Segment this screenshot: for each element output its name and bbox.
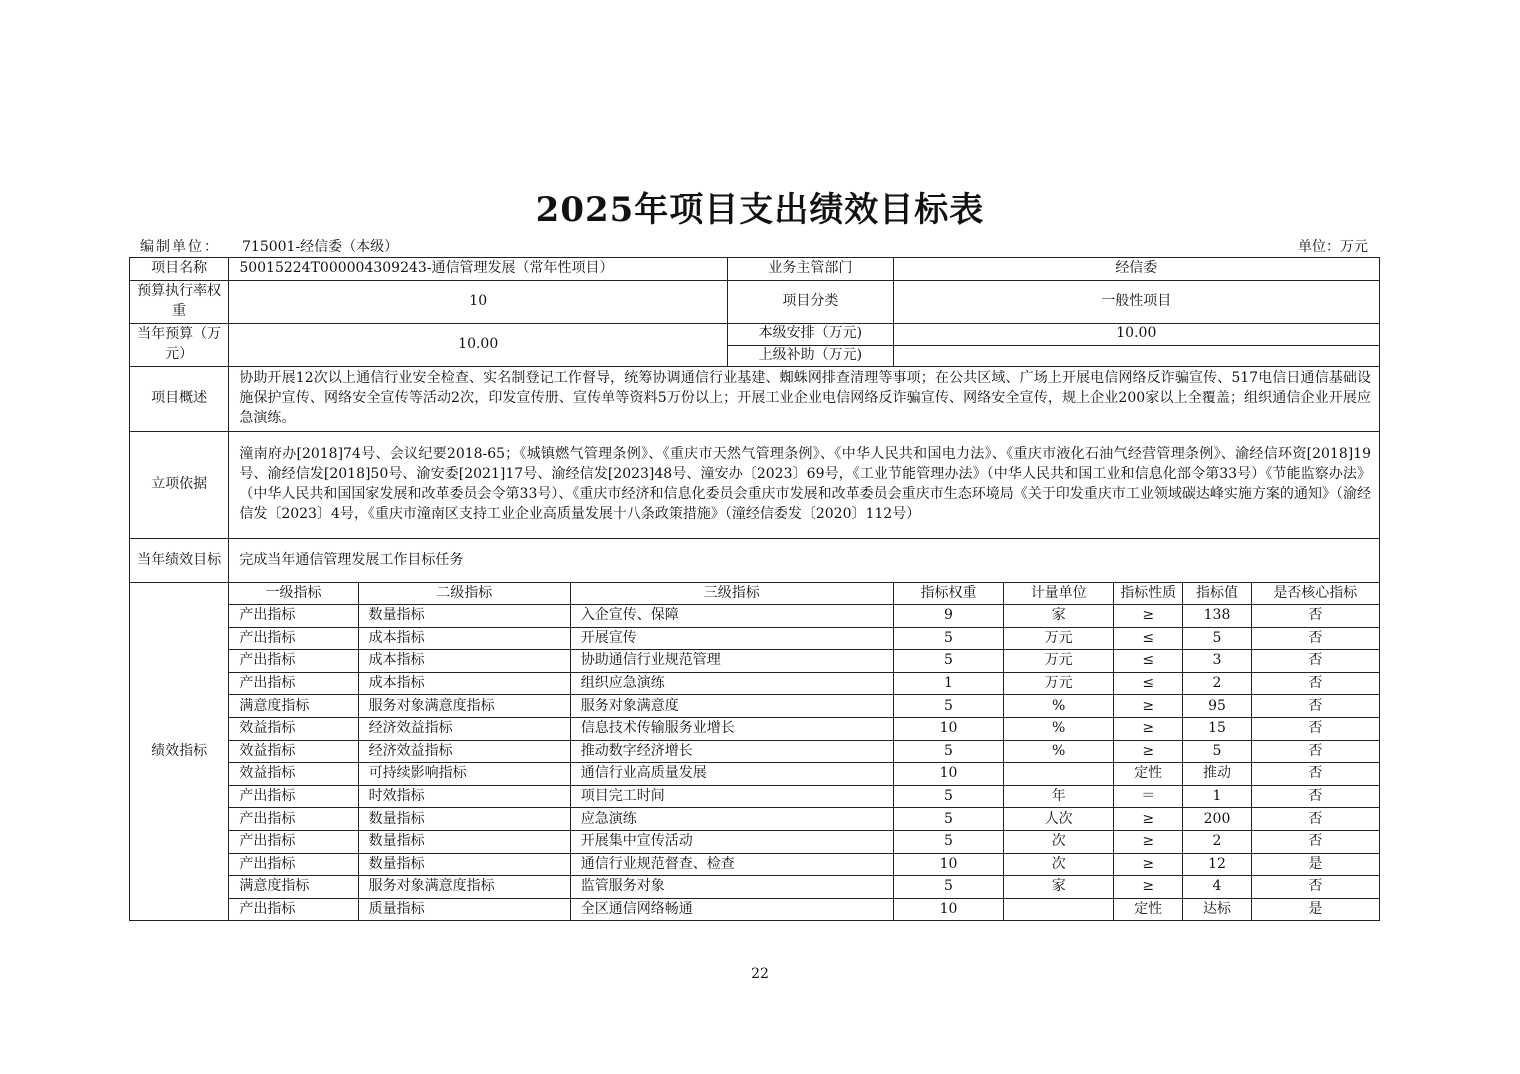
table-row bbox=[130, 876, 1380, 899]
table-row bbox=[130, 672, 1380, 695]
budget-value: 10.00 bbox=[229, 324, 728, 367]
indicator-value: 推动 bbox=[1183, 763, 1251, 786]
indicator-unit: 人次 bbox=[1004, 808, 1114, 831]
indicator-value: 2 bbox=[1183, 672, 1251, 695]
indicator-unit: % bbox=[1004, 740, 1114, 763]
indicator-level3: 开展集中宣传活动 bbox=[570, 830, 893, 853]
indicator-level3: 全区通信网络畅通 bbox=[570, 898, 893, 921]
indicator-level1: 产出指标 bbox=[229, 853, 358, 876]
category-value: 一般性项目 bbox=[893, 281, 1379, 324]
indicator-level1: 产出指标 bbox=[229, 605, 358, 628]
indicator-core: 否 bbox=[1251, 808, 1379, 831]
basis-text: 潼南府办[2018]74号、会议纪要2018-65；《城镇燃气管理条例》、《重庆市天然气管理条例》、《中华人民共和国电力法》、《重庆市液化石油气经营管理条例》、渝经信环资[2018]19号、渝经信发[2018]50号、渝安委[2021]17号、渝经信发[2023]48号、潼安办〔2023〕69号，《工业节能管理办法》（中华人民共和国工业和信息化部令第33号）《节能监察办法》（中华人民共和国国家发展和改革委员会令第33号）、《重庆市经济和信息化委员会重庆市发展和改革委员会重庆市生态环境局《关于印发重庆市工业领域碳达峰实施方案的通知》（渝经信发〔2023〕4号，《重庆市潼南区支持工业企业高质量发展十八条政策措施》（潼经信委发〔2020〕112号） bbox=[229, 432, 1380, 539]
indicator-unit: 万元 bbox=[1004, 627, 1114, 650]
project-name-label: 项目名称 bbox=[130, 258, 229, 281]
indicator-value: 15 bbox=[1183, 717, 1251, 740]
indicator-level3: 通信行业规范督查、检查 bbox=[570, 853, 893, 876]
table-row bbox=[130, 853, 1380, 876]
indicator-nature: ≤ bbox=[1114, 650, 1183, 673]
table-row bbox=[130, 830, 1380, 853]
indicator-weight: 10 bbox=[893, 717, 1004, 740]
indicator-value: 4 bbox=[1183, 876, 1251, 899]
indicator-level1: 产出指标 bbox=[229, 808, 358, 831]
indicator-level2: 服务对象满意度指标 bbox=[358, 695, 570, 718]
indicator-weight: 10 bbox=[893, 763, 1004, 786]
indicator-value: 3 bbox=[1183, 650, 1251, 673]
basis-label: 立项依据 bbox=[130, 432, 229, 539]
indicator-nature: ≥ bbox=[1114, 853, 1183, 876]
indicator-core: 否 bbox=[1251, 605, 1379, 628]
indicator-level1: 效益指标 bbox=[229, 717, 358, 740]
indicator-core: 否 bbox=[1251, 785, 1379, 808]
indicator-nature: 定性 bbox=[1114, 898, 1183, 921]
indicator-nature: ≥ bbox=[1114, 717, 1183, 740]
indicator-level1: 满意度指标 bbox=[229, 876, 358, 899]
table-row bbox=[130, 740, 1380, 763]
indicator-value: 200 bbox=[1183, 808, 1251, 831]
upper-subsidy-value bbox=[893, 345, 1379, 367]
header-value: 指标值 bbox=[1183, 583, 1251, 605]
table-row bbox=[130, 695, 1380, 718]
header-level3: 三级指标 bbox=[570, 583, 893, 605]
indicator-level2: 成本指标 bbox=[358, 672, 570, 695]
table-row bbox=[130, 627, 1380, 650]
table-row bbox=[130, 808, 1380, 831]
indicator-unit: 次 bbox=[1004, 830, 1114, 853]
indicator-value: 2 bbox=[1183, 830, 1251, 853]
indicator-level2: 数量指标 bbox=[358, 808, 570, 831]
compiling-unit-label: 编制单位： bbox=[140, 239, 220, 255]
header-unit: 计量单位 bbox=[1004, 583, 1114, 605]
local-arrangement-value: 10.00 bbox=[893, 324, 1379, 346]
indicator-level3: 服务对象满意度 bbox=[570, 695, 893, 718]
table-row bbox=[130, 785, 1380, 808]
indicator-level2: 服务对象满意度指标 bbox=[358, 876, 570, 899]
indicator-weight: 5 bbox=[893, 740, 1004, 763]
indicator-level3: 项目完工时间 bbox=[570, 785, 893, 808]
indicator-unit bbox=[1004, 898, 1114, 921]
overview-label: 项目概述 bbox=[130, 367, 229, 432]
indicator-nature: ≥ bbox=[1114, 808, 1183, 831]
indicator-weight: 5 bbox=[893, 627, 1004, 650]
indicator-core: 是 bbox=[1251, 853, 1379, 876]
indicator-core: 否 bbox=[1251, 650, 1379, 673]
category-label: 项目分类 bbox=[728, 281, 894, 324]
indicator-level1: 产出指标 bbox=[229, 672, 358, 695]
indicator-level2: 经济效益指标 bbox=[358, 717, 570, 740]
indicator-level3: 协助通信行业规范管理 bbox=[570, 650, 893, 673]
indicator-level3: 应急演练 bbox=[570, 808, 893, 831]
header-core: 是否核心指标 bbox=[1251, 583, 1379, 605]
dept-label: 业务主管部门 bbox=[728, 258, 894, 281]
indicator-level2: 成本指标 bbox=[358, 650, 570, 673]
table-row bbox=[130, 717, 1380, 740]
weight-value: 10 bbox=[229, 281, 728, 324]
indicator-value: 5 bbox=[1183, 627, 1251, 650]
local-arrangement-label: 本级安排（万元) bbox=[728, 324, 894, 346]
indicator-level3: 开展宣传 bbox=[570, 627, 893, 650]
header-nature: 指标性质 bbox=[1114, 583, 1183, 605]
indicator-level2: 可持续影响指标 bbox=[358, 763, 570, 786]
table-row bbox=[130, 763, 1380, 786]
header-level1: 一级指标 bbox=[229, 583, 358, 605]
indicator-core: 否 bbox=[1251, 627, 1379, 650]
indicator-level2: 数量指标 bbox=[358, 605, 570, 628]
indicator-core: 是 bbox=[1251, 898, 1379, 921]
page-number: 22 bbox=[751, 966, 769, 982]
indicator-weight: 10 bbox=[893, 898, 1004, 921]
overview-text: 协助开展12次以上通信行业安全检查、实名制登记工作督导，统筹协调通信行业基建、蜘蛛网排查清理等事项；在公共区域、广场上开展电信网络反诈骗宣传、517电信日通信基础设施保护宣传、网络安全宣传等活动2次，印发宣传册、宣传单等资料5万份以上；开展工业企业电信网络反诈骗宣传、网络安全宣传，规上企业200家以上全覆盖；组织通信企业开展应急演练。 bbox=[229, 367, 1380, 432]
project-name-value: 50015224T000004309243-通信管理发展（常年性项目） bbox=[229, 258, 728, 281]
header-weight: 指标权重 bbox=[893, 583, 1004, 605]
indicator-level2: 经济效益指标 bbox=[358, 740, 570, 763]
indicator-unit: % bbox=[1004, 717, 1114, 740]
indicator-unit: 年 bbox=[1004, 785, 1114, 808]
indicator-level1: 产出指标 bbox=[229, 785, 358, 808]
goal-text: 完成当年通信管理发展工作目标任务 bbox=[229, 539, 1380, 583]
table-row bbox=[130, 898, 1380, 921]
indicator-weight: 9 bbox=[893, 605, 1004, 628]
upper-subsidy-label: 上级补助（万元) bbox=[728, 345, 894, 367]
indicator-level2: 数量指标 bbox=[358, 853, 570, 876]
compiling-unit-value: 715001-经信委（本级） bbox=[242, 239, 399, 255]
page-title: 2025年项目支出绩效目标表 bbox=[535, 190, 985, 230]
indicator-level3: 监管服务对象 bbox=[570, 876, 893, 899]
indicator-level3: 组织应急演练 bbox=[570, 672, 893, 695]
indicator-level3: 信息技术传输服务业增长 bbox=[570, 717, 893, 740]
indicator-weight: 5 bbox=[893, 830, 1004, 853]
indicator-nature: ≥ bbox=[1114, 830, 1183, 853]
indicator-level2: 时效指标 bbox=[358, 785, 570, 808]
indicator-nature: ＝ bbox=[1114, 785, 1183, 808]
indicator-nature: 定性 bbox=[1114, 763, 1183, 786]
indicator-weight: 1 bbox=[893, 672, 1004, 695]
indicator-level1: 产出指标 bbox=[229, 898, 358, 921]
money-unit: 单位：万元 bbox=[1298, 239, 1368, 255]
table-row bbox=[130, 650, 1380, 673]
indicator-core: 否 bbox=[1251, 830, 1379, 853]
indicator-value: 达标 bbox=[1183, 898, 1251, 921]
indicator-level2: 数量指标 bbox=[358, 830, 570, 853]
perf-indicators-label: 绩效指标 bbox=[130, 583, 229, 921]
budget-label: 当年预算（万元） bbox=[130, 324, 229, 367]
indicator-nature: ≥ bbox=[1114, 740, 1183, 763]
indicator-unit: 万元 bbox=[1004, 650, 1114, 673]
indicator-weight: 5 bbox=[893, 808, 1004, 831]
indicator-weight: 5 bbox=[893, 650, 1004, 673]
indicator-level3: 推动数字经济增长 bbox=[570, 740, 893, 763]
indicator-unit: 次 bbox=[1004, 853, 1114, 876]
indicator-level1: 产出指标 bbox=[229, 650, 358, 673]
weight-label: 预算执行率权重 bbox=[130, 281, 229, 324]
indicator-weight: 5 bbox=[893, 695, 1004, 718]
indicator-value: 1 bbox=[1183, 785, 1251, 808]
indicator-level3: 入企宣传、保障 bbox=[570, 605, 893, 628]
indicator-level2: 质量指标 bbox=[358, 898, 570, 921]
header-level2: 二级指标 bbox=[358, 583, 570, 605]
indicator-unit: 万元 bbox=[1004, 672, 1114, 695]
dept-value: 经信委 bbox=[893, 258, 1379, 281]
indicator-core: 否 bbox=[1251, 717, 1379, 740]
indicator-level3: 通信行业高质量发展 bbox=[570, 763, 893, 786]
indicator-unit: 家 bbox=[1004, 876, 1114, 899]
indicator-nature: ≥ bbox=[1114, 876, 1183, 899]
indicator-level1: 效益指标 bbox=[229, 763, 358, 786]
table-row bbox=[130, 605, 1380, 628]
indicator-core: 否 bbox=[1251, 763, 1379, 786]
indicator-core: 否 bbox=[1251, 740, 1379, 763]
indicator-level1: 产出指标 bbox=[229, 830, 358, 853]
indicator-nature: ≥ bbox=[1114, 605, 1183, 628]
indicator-value: 5 bbox=[1183, 740, 1251, 763]
indicator-level2: 成本指标 bbox=[358, 627, 570, 650]
indicator-unit bbox=[1004, 763, 1114, 786]
compiling-unit bbox=[140, 236, 398, 256]
indicator-weight: 5 bbox=[893, 876, 1004, 899]
indicator-level1: 效益指标 bbox=[229, 740, 358, 763]
indicator-value: 138 bbox=[1183, 605, 1251, 628]
indicator-nature: ≥ bbox=[1114, 695, 1183, 718]
indicator-value: 95 bbox=[1183, 695, 1251, 718]
indicator-weight: 5 bbox=[893, 785, 1004, 808]
indicator-value: 12 bbox=[1183, 853, 1251, 876]
performance-table bbox=[129, 257, 1380, 921]
goal-label: 当年绩效目标 bbox=[130, 539, 229, 583]
indicator-nature: ≤ bbox=[1114, 672, 1183, 695]
indicator-unit: 家 bbox=[1004, 605, 1114, 628]
indicator-nature: ≤ bbox=[1114, 627, 1183, 650]
indicator-level1: 满意度指标 bbox=[229, 695, 358, 718]
indicator-core: 否 bbox=[1251, 695, 1379, 718]
indicator-weight: 10 bbox=[893, 853, 1004, 876]
indicator-core: 否 bbox=[1251, 876, 1379, 899]
indicator-core: 否 bbox=[1251, 672, 1379, 695]
indicator-unit: % bbox=[1004, 695, 1114, 718]
indicator-level1: 产出指标 bbox=[229, 627, 358, 650]
